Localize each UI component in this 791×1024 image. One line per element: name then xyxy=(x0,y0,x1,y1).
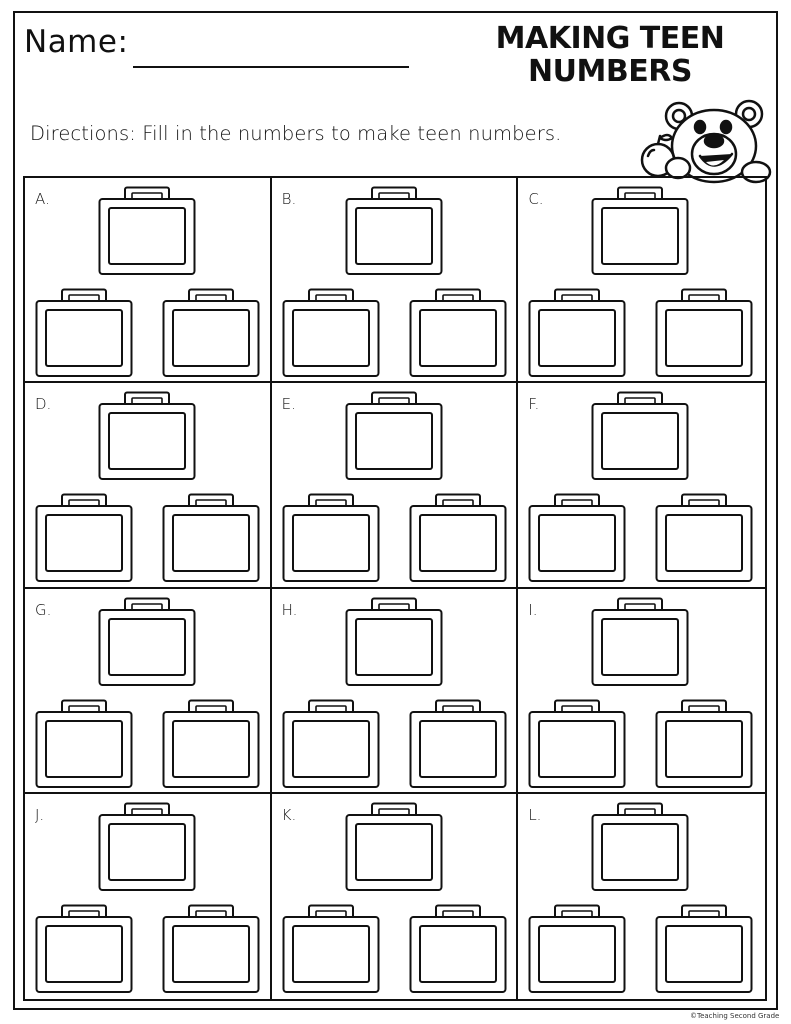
problem-label: J. xyxy=(35,805,45,824)
problem-cell xyxy=(518,383,765,588)
right-answer-box[interactable] xyxy=(655,904,753,994)
problem-cell xyxy=(25,178,272,383)
worksheet-title xyxy=(470,22,750,88)
problem-cell xyxy=(518,794,765,999)
top-answer-box[interactable] xyxy=(98,802,196,892)
right-answer-box[interactable] xyxy=(162,288,260,378)
problem-label: K. xyxy=(281,805,297,824)
problem-cell xyxy=(272,794,519,999)
directions-text: Directions: Fill in the numbers to make teen numbers. xyxy=(30,122,562,145)
problem-label: I. xyxy=(528,600,538,619)
left-answer-box[interactable] xyxy=(528,904,626,994)
left-answer-box[interactable] xyxy=(282,699,380,789)
right-answer-box[interactable] xyxy=(409,904,507,994)
left-answer-box[interactable] xyxy=(282,904,380,994)
top-answer-box[interactable] xyxy=(345,802,443,892)
name-label: Name: xyxy=(24,24,129,60)
problem-grid xyxy=(23,176,767,1001)
top-answer-box[interactable] xyxy=(591,186,689,276)
title-line-2: NUMBERS xyxy=(528,54,692,89)
right-answer-box[interactable] xyxy=(162,699,260,789)
top-answer-box[interactable] xyxy=(591,391,689,481)
name-line-field[interactable] xyxy=(133,66,409,68)
right-answer-box[interactable] xyxy=(409,699,507,789)
problem-label: F. xyxy=(528,395,540,414)
top-answer-box[interactable] xyxy=(591,597,689,687)
right-answer-box[interactable] xyxy=(409,288,507,378)
top-answer-box[interactable] xyxy=(345,186,443,276)
right-answer-box[interactable] xyxy=(655,288,753,378)
top-answer-box[interactable] xyxy=(98,597,196,687)
problem-label: B. xyxy=(281,190,297,208)
top-answer-box[interactable] xyxy=(345,597,443,687)
top-answer-box[interactable] xyxy=(98,186,196,276)
problem-label: D. xyxy=(35,395,52,414)
problem-cell xyxy=(518,589,765,794)
left-answer-box[interactable] xyxy=(528,493,626,583)
problem-cell xyxy=(25,589,272,794)
title-line-1: MAKING TEEN xyxy=(495,21,725,56)
top-answer-box[interactable] xyxy=(98,391,196,481)
problem-cell xyxy=(272,383,519,588)
problem-label: C. xyxy=(528,190,544,208)
problem-label: L. xyxy=(528,805,542,824)
problem-cell xyxy=(272,178,519,383)
left-answer-box[interactable] xyxy=(35,904,133,994)
copyright-credit: ©Teaching Second Grade xyxy=(690,1012,780,1020)
right-answer-box[interactable] xyxy=(655,493,753,583)
left-answer-box[interactable] xyxy=(35,493,133,583)
right-answer-box[interactable] xyxy=(409,493,507,583)
top-answer-box[interactable] xyxy=(591,802,689,892)
left-answer-box[interactable] xyxy=(282,493,380,583)
problem-cell xyxy=(518,178,765,383)
right-answer-box[interactable] xyxy=(655,699,753,789)
problem-label: H. xyxy=(281,600,298,619)
left-answer-box[interactable] xyxy=(35,699,133,789)
problem-cell xyxy=(25,383,272,588)
left-answer-box[interactable] xyxy=(282,288,380,378)
problem-cell xyxy=(25,794,272,999)
problem-label: E. xyxy=(281,395,296,414)
problem-cell xyxy=(272,589,519,794)
problem-label: G. xyxy=(35,600,52,619)
left-answer-box[interactable] xyxy=(35,288,133,378)
left-answer-box[interactable] xyxy=(528,699,626,789)
problem-label: A. xyxy=(35,190,50,208)
left-answer-box[interactable] xyxy=(528,288,626,378)
right-answer-box[interactable] xyxy=(162,904,260,994)
right-answer-box[interactable] xyxy=(162,493,260,583)
top-answer-box[interactable] xyxy=(345,391,443,481)
